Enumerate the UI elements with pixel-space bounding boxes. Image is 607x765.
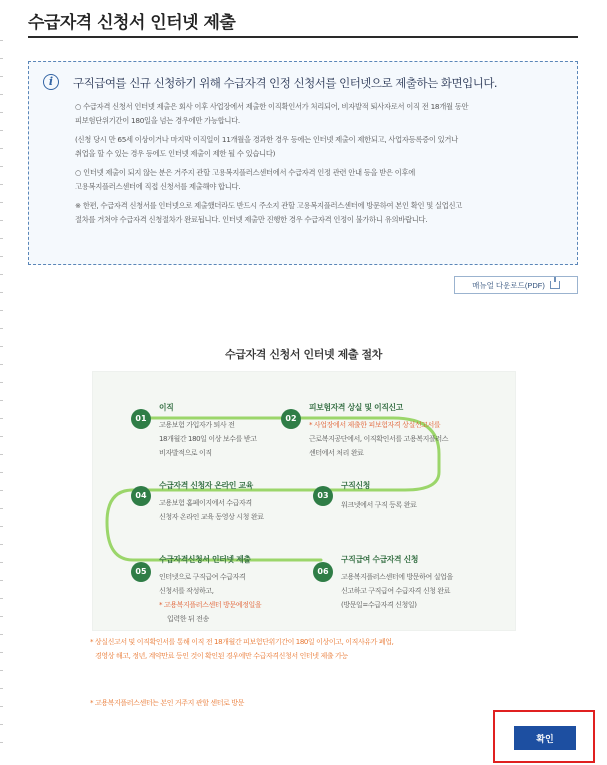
step-desc-line: 신고하고 구직급여 수급자격 신청 완료	[341, 587, 451, 595]
step-desc	[341, 570, 453, 612]
step-desc-line: 18개월간 180일 이상 보수를 받고	[159, 435, 257, 443]
step-desc	[309, 418, 448, 460]
step-number: 01	[131, 409, 151, 429]
step-number: 02	[281, 409, 301, 429]
step-desc	[159, 496, 264, 524]
download-icon	[550, 281, 560, 289]
step-desc-line: 비자발적으로 이직	[159, 449, 212, 457]
step-title: 수급자격 신청자 온라인 교육	[159, 481, 254, 490]
step-desc-line: 인터넷으로 구직급여 수급자격	[159, 573, 246, 581]
step-desc-line: 신청자 온라인 교육 동영상 시청 완료	[159, 513, 264, 521]
step-desc-line: (방문일=수급자격 신청일)	[341, 601, 417, 609]
info-paragraph	[75, 133, 567, 161]
info-paragraph	[75, 166, 567, 194]
step-title: 피보험자격 상실 및 이직신고	[309, 403, 404, 412]
step-desc-line: * 고용복지플러스센터 방문예정일을	[159, 601, 262, 609]
step-title: 구직신청	[341, 481, 370, 490]
step-desc	[159, 570, 261, 626]
step-title: 수급자격신청서 인터넷 제출	[159, 555, 251, 564]
info-paragraph	[75, 199, 567, 227]
footnote-line: 경영상 해고, 정년, 계약만료 등인 것이 확인된 경우에만 수급자격신청서 인터넷 제출 가능	[95, 652, 348, 660]
procedure-diagram	[92, 371, 516, 631]
step-desc-line: 입력한 뒤 전송	[167, 615, 209, 623]
info-line: ※ 한편, 수급자격 신청서를 인터넷으로 제출했더라도 반드시 주소지 관할 고용복지플러스센터에 방문하여 본인 확인 및 실업신고	[75, 201, 463, 210]
footnote-center: * 고용복지플러스센터는 본인 거주지 관할 센터로 방문	[90, 699, 245, 707]
info-icon: i	[43, 74, 59, 90]
confirm-button[interactable]: 확인	[514, 726, 576, 750]
procedure-title: 수급자격 신청서 인터넷 제출 절차	[225, 348, 382, 361]
manual-download-label: 매뉴얼 다운로드(PDF)	[472, 280, 545, 290]
step-desc-line: 고용복지플러스센터에 방문하여 실업을	[341, 573, 453, 581]
page-title: 수급자격 신청서 인터넷 제출	[28, 13, 236, 33]
footnote-line: * 상실신고서 및 이직확인서를 통해 이직 전 18개월간 피보험단위기간이 180일 이상이고, 이직사유가 폐업,	[90, 638, 394, 646]
step-desc-line: 센터에서 처리 완료	[309, 449, 364, 457]
info-line: 절차를 거쳐야 수급자격 신청절차가 완료됩니다. 인터넷 제출만 진행한 경우 수급자격 인정이 불가하니 유의바랍니다.	[75, 215, 428, 224]
info-line: 고용복지플러스센터에 직접 신청서를 제출해야 합니다.	[75, 182, 241, 191]
info-line: (신청 당시 만 65세 이상이거나 마지막 이직일이 11개월을 경과한 경우 등에는 인터넷 제출이 제한되고, 사업자등록증이 있거나	[75, 135, 458, 144]
procedure-track	[93, 372, 517, 632]
step-desc-line: 신청서를 작성하고,	[159, 587, 214, 595]
step-number: 05	[131, 562, 151, 582]
step-desc	[341, 498, 416, 512]
title-divider	[28, 36, 578, 38]
manual-download-button[interactable]	[454, 276, 578, 294]
step-desc-line: 고용보험 가입자가 퇴사 전	[159, 421, 235, 429]
info-paragraph	[75, 100, 567, 128]
info-line: 취업을 할 수 있는 경우 등에도 인터넷 제출이 제한 될 수 있습니다)	[75, 149, 276, 158]
info-line: ○ 수급자격 신청서 인터넷 제출은 회사 이후 사업장에서 제출한 이직확인서가 처리되어, 비자발적 퇴사자로서 이직 전 18개월 동안	[75, 102, 469, 111]
info-heading: 구직급여를 신규 신청하기 위해 수급자격 인정 신청서를 인터넷으로 제출하는 화면입니다.	[73, 76, 498, 90]
step-desc-line: 고용보험 홈페이지에서 수급자격	[159, 499, 252, 507]
step-title: 구직급여 수급자격 신청	[341, 555, 419, 564]
step-desc-line: 워크넷에서 구직 등록 완료	[341, 501, 417, 509]
step-desc-line: 근로복지공단에서, 이직확인서를 고용복지플러스	[309, 435, 449, 443]
info-notice-box	[28, 61, 578, 265]
step-title: 이직	[159, 403, 174, 412]
step-number: 06	[313, 562, 333, 582]
info-body	[75, 100, 567, 232]
step-number: 03	[313, 486, 333, 506]
info-line: 피보험단위기간이 180일을 넘는 경우에만 가능합니다.	[75, 116, 240, 125]
step-desc	[159, 418, 257, 460]
step-desc-line: * 사업장에서 제출한 피보험자격 상실신고서를	[309, 421, 441, 429]
footnote-eligibility	[90, 635, 393, 663]
info-line: ○ 인터넷 제출이 되지 않는 분은 거주지 관할 고용복지플러스센터에서 수급자격 인정 관련 안내 등을 받은 이후에	[75, 168, 416, 177]
step-number: 04	[131, 486, 151, 506]
left-dotted-guide	[0, 40, 3, 760]
